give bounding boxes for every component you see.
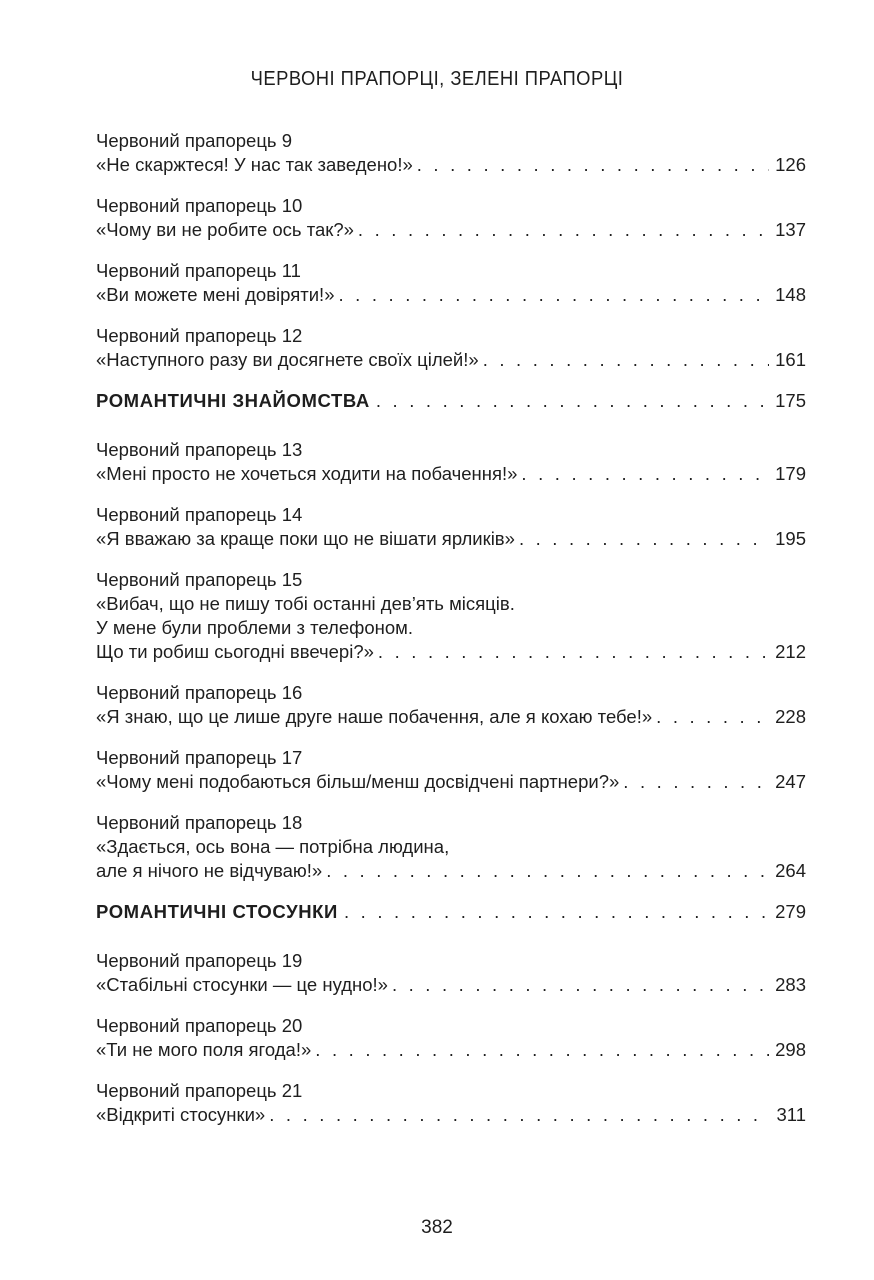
section-page-number: 175 (775, 390, 806, 411)
entry-title: «Наступного разу ви досягнете своїх цілей!» (96, 349, 479, 370)
entry-title-line: «Здається, ось вона — потрібна людина, (96, 836, 450, 857)
entry-title-line: У мене були проблеми з телефоном. (96, 617, 414, 638)
entry-page-number: 311 (776, 1104, 806, 1125)
section-page-number: 279 (775, 901, 806, 922)
entry-label: Червоний прапорець 11 (96, 260, 301, 281)
entry-page-number: 228 (775, 706, 806, 727)
entry-page-number: 283 (775, 974, 806, 995)
toc-entry-red-flag-10[interactable] (96, 194, 806, 242)
dot-leader (623, 770, 769, 794)
entry-title: «Ви можете мені довіряти!» (96, 284, 335, 305)
entry-label: Червоний прапорець 18 (96, 812, 303, 833)
toc-entry-red-flag-17[interactable] (96, 746, 806, 794)
entry-page-number: 264 (775, 860, 806, 881)
dot-leader (315, 1038, 769, 1062)
entry-page-number: 298 (775, 1039, 806, 1060)
section-title: РОМАНТИЧНІ ЗНАЙОМСТВА (96, 390, 370, 411)
entry-label: Червоний прапорець 9 (96, 130, 292, 151)
entry-title: «Чому мені подобаються більш/менш досвідчені партнери?» (96, 771, 620, 792)
entry-title: «Ти не мого поля ягода!» (96, 1039, 312, 1060)
entry-title-line: «Вибач, що не пишу тобі останні дев’ять місяців. (96, 593, 515, 614)
dot-leader (358, 218, 769, 242)
dot-leader (417, 153, 769, 177)
section-title: РОМАНТИЧНІ СТОСУНКИ (96, 901, 338, 922)
entry-title: «Чому ви не робите ось так?» (96, 219, 354, 240)
toc-entry-red-flag-19[interactable] (96, 949, 806, 997)
dot-leader (376, 389, 769, 413)
entry-page-number: 137 (775, 219, 806, 240)
dot-leader (483, 348, 769, 372)
entry-label: Червоний прапорець 16 (96, 682, 303, 703)
toc-entry-red-flag-11[interactable] (96, 259, 806, 307)
dot-leader (392, 973, 769, 997)
entry-label: Червоний прапорець 17 (96, 747, 303, 768)
entry-label: Червоний прапорець 15 (96, 569, 303, 590)
entry-page-number: 148 (775, 284, 806, 305)
dot-leader (378, 640, 769, 664)
entry-page-number: 195 (775, 528, 806, 549)
table-of-contents (96, 129, 806, 1144)
toc-entry-red-flag-13[interactable] (96, 438, 806, 486)
entry-label: Червоний прапорець 21 (96, 1080, 303, 1101)
dot-leader (326, 859, 769, 883)
toc-entry-red-flag-12[interactable] (96, 324, 806, 372)
entry-page-number: 126 (775, 154, 806, 175)
entry-page-number: 212 (775, 641, 806, 662)
dot-leader (519, 527, 769, 551)
dot-leader (269, 1103, 770, 1127)
toc-entry-red-flag-15[interactable] (96, 568, 806, 664)
toc-entry-red-flag-18[interactable] (96, 811, 806, 883)
entry-title: «Стабільні стосунки — це нудно!» (96, 974, 388, 995)
entry-title: «Мені просто не хочеться ходити на побачення!» (96, 463, 518, 484)
entry-title: «Не скаржтеся! У нас так заведено!» (96, 154, 413, 175)
page-number: 382 (421, 1217, 453, 1238)
toc-section-romantic-relationships[interactable] (96, 900, 806, 924)
entry-title: але я нічого не відчуваю!» (96, 860, 323, 881)
entry-label: Червоний прапорець 13 (96, 439, 303, 460)
toc-entry-red-flag-20[interactable] (96, 1014, 806, 1062)
dot-leader (656, 705, 769, 729)
dot-leader (521, 462, 769, 486)
entry-page-number: 161 (775, 349, 806, 370)
entry-label: Червоний прапорець 19 (96, 950, 303, 971)
dot-leader (338, 283, 769, 307)
entry-title: «Я вважаю за краще поки що не вішати ярликів» (96, 528, 515, 549)
toc-entry-red-flag-9[interactable] (96, 129, 806, 177)
toc-entry-red-flag-16[interactable] (96, 681, 806, 729)
entry-title: Що ти робиш сьогодні ввечері?» (96, 641, 374, 662)
entry-label: Червоний прапорець 20 (96, 1015, 303, 1036)
dot-leader (344, 900, 769, 924)
entry-title: «Я знаю, що це лише друге наше побачення, але я кохаю тебе!» (96, 706, 653, 727)
entry-label: Червоний прапорець 14 (96, 504, 303, 525)
entry-page-number: 179 (775, 463, 806, 484)
running-header: ЧЕРВОНІ ПРАПОРЦІ, ЗЕЛЕНІ ПРАПОРЦІ (250, 68, 624, 90)
entry-page-number: 247 (775, 771, 806, 792)
toc-section-romantic-acquaintances[interactable] (96, 389, 806, 413)
toc-entry-red-flag-14[interactable] (96, 503, 806, 551)
entry-label: Червоний прапорець 12 (96, 325, 303, 346)
entry-label: Червоний прапорець 10 (96, 195, 303, 216)
toc-entry-red-flag-21[interactable] (96, 1079, 806, 1127)
entry-title: «Відкриті стосунки» (96, 1104, 266, 1125)
